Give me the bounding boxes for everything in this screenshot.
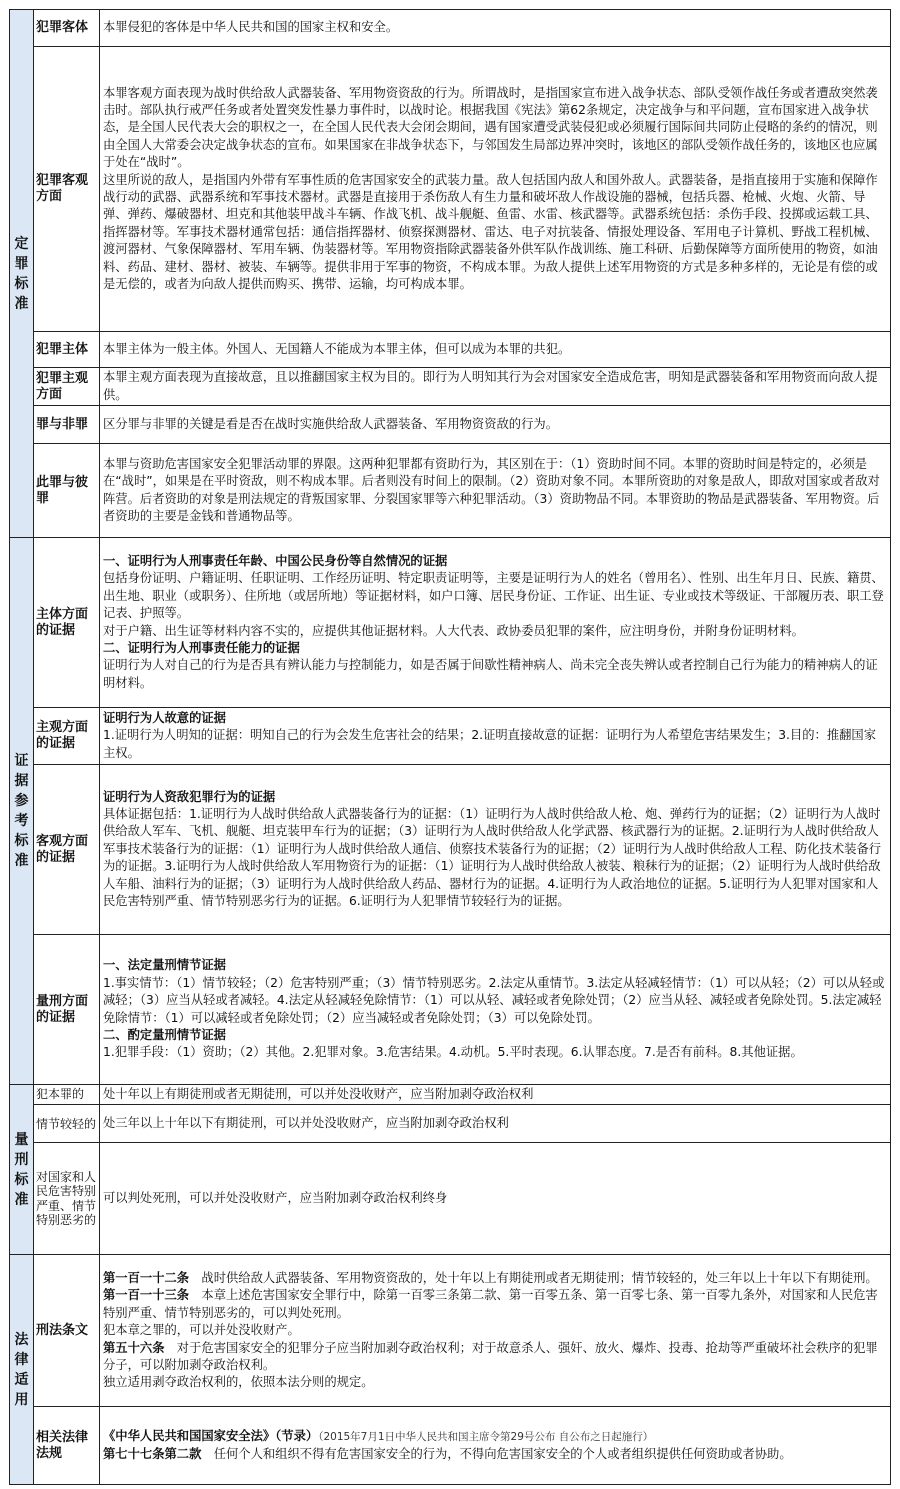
row-sentencing-evidence bbox=[10, 935, 891, 1085]
row-subjective-evidence bbox=[10, 708, 891, 765]
label-subjective-aspect: 犯罪主观方面 bbox=[34, 368, 100, 406]
legal-reference-table bbox=[9, 9, 891, 1485]
section-law-application: 法律适用 bbox=[10, 1255, 34, 1485]
row-criminal-object bbox=[10, 10, 891, 47]
label-sentencing-evidence: 量刑方面的证据 bbox=[34, 935, 100, 1085]
section-evidence-standard: 证据参考标准 bbox=[10, 538, 34, 1085]
row-related-laws bbox=[10, 1407, 891, 1485]
label-subjective-evidence: 主观方面的证据 bbox=[34, 708, 100, 765]
row-criminal-law-articles bbox=[10, 1255, 891, 1407]
label-crime-or-not: 罪与非罪 bbox=[34, 406, 100, 444]
content-sentencing-evidence: 一、法定量刑情节证据 1.事实情节：（1）情节较轻；（2）危害特别严重；（3）情节特别恶劣。2.法定从重情节。3.法定从轻减轻情节：（1）可以从轻；（2）可以从轻或减轻；（3）应当从轻或者减轻。4.法定从轻减轻免除情节：（1）可以从轻、减轻或者免除处罚；（2）应当从轻、减轻或者免除处罚。5.法定减轻免除情节：（1）可以减轻或者免除处罚；（2）应当减轻或者免除处罚；（3）可以免除处罚。 二、酌定量刑情节证据 1.犯罪手段：（1）资助；（2）其他。2.犯罪对象。3.危害结果。4.动机。5.平时表现。6.认罪态度。7.是否有前科。8.其他证据。 bbox=[100, 935, 891, 1085]
section-sentencing-standard: 量刑标准 bbox=[10, 1085, 34, 1255]
label-criminal-subject: 犯罪主体 bbox=[34, 332, 100, 368]
content-criminal-object: 本罪侵犯的客体是中华人民共和国的国家主权和安全。 bbox=[100, 10, 891, 47]
content-criminal-subject: 本罪主体为一般主体。外国人、无国籍人不能成为本罪主体，但可以成为本罪的共犯。 bbox=[100, 332, 891, 368]
law-article-heading: 第七十七条第二款 bbox=[103, 1447, 202, 1462]
label-objective-evidence: 客观方面的证据 bbox=[34, 765, 100, 935]
label-sentence-severe: 对国家和人民危害特别严重、情节特别恶劣的 bbox=[34, 1143, 100, 1255]
row-sentence-base bbox=[10, 1085, 891, 1105]
content-sentence-severe: 可以判处死刑，可以并处没收财产，应当附加剥夺政治权利终身 bbox=[100, 1143, 891, 1255]
law-note: （2015年7月1日中华人民共和国主席令第29号公布 自公布之日起施行） bbox=[318, 1431, 654, 1443]
label-this-vs-other-crime: 此罪与彼罪 bbox=[34, 444, 100, 538]
content-this-vs-other-crime: 本罪与资助危害国家安全犯罪活动罪的界限。这两种犯罪都有资助行为，其区别在于：（1）资助时间不同。本罪的资助时间是特定的，必须是在“战时”，如果是在平时资敌，则不构成本罪。后者则没有时间上的限制。（2）资助对象不同。本罪所资助的对象是敌人，即敌对国家或者敌对阵营。后者资助的对象是刑法规定的背叛国家罪、分裂国家罪等六种犯罪活动。（3）资助物品不同。本罪资助的物品是武器装备、军用物资。后者资助的主要是金钱和普通物品等。 bbox=[100, 444, 891, 538]
row-crime-or-not bbox=[10, 406, 891, 444]
label-objective-aspect: 犯罪客观方面 bbox=[34, 47, 100, 332]
label-related-laws: 相关法律法规 bbox=[34, 1407, 100, 1485]
content-sentence-base: 处十年以上有期徒刑或者无期徒刑，可以并处没收财产，应当附加剥夺政治权利 bbox=[100, 1085, 891, 1105]
label-sentence-base: 犯本罪的 bbox=[34, 1085, 100, 1105]
row-subject-evidence bbox=[10, 538, 891, 708]
content-subjective-aspect: 本罪主观方面表现为直接故意，且以推翻国家主权为目的。即行为人明知其行为会对国家安全造成危害，明知是武器装备和军用物资而向敌人提供。 bbox=[100, 368, 891, 406]
label-subject-evidence: 主体方面的证据 bbox=[34, 538, 100, 708]
row-sentence-light bbox=[10, 1105, 891, 1143]
content-subject-evidence: 一、证明行为人刑事责任年龄、中国公民身份等自然情况的证据 包括身份证明、户籍证明、任职证明、工作经历证明、特定职责证明等，主要是证明行为人的姓名（曾用名）、性别、出生年月日、民族、籍贯、出生地、职业（或职务）、住所地（或居所地）等证据材料，如户口簿、居民身份证、工作证、出生证、专业或技术等级证、干部履历表、职工登记表、护照等。 对于户籍、出生证等材料内容不实的，应提供其他证据材料。人大代表、政协委员犯罪的案件，应注明身份，并附身份证明材料。 二、证明行为人刑事责任能力的证据 证明行为人对自己的行为是否具有辨认能力与控制能力，如是否属于间歇性精神病人、尚未完全丧失辨认或者控制自己行为能力的精神病人的证明材料。 bbox=[100, 538, 891, 708]
label-criminal-law-articles: 刑法条文 bbox=[34, 1255, 100, 1407]
row-objective-evidence bbox=[10, 765, 891, 935]
content-criminal-law-articles: 第一百一十二条 战时供给敌人武器装备、军用物资资敌的，处十年以上有期徒刑或者无期徒刑；情节较轻的，处三年以上十年以下有期徒刑。 第一百一十三条 本章上述危害国家安全罪行中，除第一百零三条第二款、第一百零五条、第一百零七条、第一百零九条外，对国家和人民危害特别严重、情节特别恶劣的，可以判处死刑。 犯本章之罪的，可以并处没收财产。 第五十六条 对于危害国家安全的犯罪分子应当附加剥夺政治权利；对于故意杀人、强奸、放火、爆炸、投毒、抢劫等严重破坏社会秩序的犯罪分子，可以附加剥夺政治权利。 独立适用剥夺政治权利的，依照本法分则的规定。 bbox=[100, 1255, 891, 1407]
content-related-laws bbox=[100, 1407, 891, 1485]
content-subjective-evidence: 证明行为人故意的证据 1.证明行为人明知的证据：明知自己的行为会发生危害社会的结果；2.证明直接故意的证据：证明行为人希望危害结果发生；3.目的：推翻国家主权。 bbox=[100, 708, 891, 765]
label-criminal-object: 犯罪客体 bbox=[34, 10, 100, 47]
content-sentence-light: 处三年以上十年以下有期徒刑，可以并处没收财产，应当附加剥夺政治权利 bbox=[100, 1105, 891, 1143]
label-sentence-light: 情节较轻的 bbox=[34, 1105, 100, 1143]
row-this-vs-other-crime bbox=[10, 444, 891, 538]
row-subjective-aspect bbox=[10, 368, 891, 406]
row-criminal-subject bbox=[10, 332, 891, 368]
content-objective-evidence: 证明行为人资敌犯罪行为的证据 具体证据包括：1.证明行为人战时供给敌人武器装备行为的证据：（1）证明行为人战时供给敌人枪、炮、弹药行为的证据；（2）证明行为人战时供给敌人军车、飞机、舰艇、坦克装甲车行为的证据；（3）证明行为人战时供给敌人化学武器、核武器行为的证据。2.证明行为人战时供给敌人军事技术装备行为的证据：（1）证明行为人战时供给敌人通信、侦察技术装备行为的证据；（2）证明行为人战时供给敌人工程、防化技术装备行为的证据。3.证明行为人战时供给敌人军用物资行为的证据：（1）证明行为人战时供给敌人被装、粮秣行为的证据；（2）证明行为人战时供给敌人车船、油料行为的证据；（3）证明行为人战时供给敌人药品、器材行为的证据。4.证明行为人政治地位的证据。5.证明行为人犯罪对国家和人民危害特别严重、情节特别恶劣行为的证据。6.证明行为人犯罪情节较轻行为的证据。 bbox=[100, 765, 891, 935]
row-sentence-severe bbox=[10, 1143, 891, 1255]
law-article-text: 任何个人和组织不得有危害国家安全的行为，不得向危害国家安全的个人或者组织提供任何资助或者协助。 bbox=[201, 1447, 792, 1462]
section-conviction-standard: 定罪标准 bbox=[10, 10, 34, 538]
law-title: 《中华人民共和国国家安全法》（节录） bbox=[103, 1429, 319, 1443]
row-objective-aspect bbox=[10, 47, 891, 332]
content-objective-aspect: 本罪客观方面表现为战时供给敌人武器装备、军用物资资敌的行为。所谓战时，是指国家宣布进入战争状态、部队受领作战任务或者遭敌突然袭击时。部队执行戒严任务或者处置突发性暴力事件时，以战时论。根据我国《宪法》第62条规定，决定战争与和平问题，宣布国家进入战争状态，是全国人民代表大会的职权之一，在全国人民代表大会闭会期间，遇有国家遭受武装侵犯或必须履行国际间共同防止侵略的条约的情况，则由全国人大常委会决定战争状态的宣布。如果国家在非战争状态下，与邻国发生局部边界冲突时，该地区的部队受领作战任务的，该地区也应属于处在“战时”。 这里所说的敌人，是指国内外带有军事性质的危害国家安全的武装力量。敌人包括国内敌人和国外敌人。武器装备，是指直接用于实施和保障作战行动的武器、武器系统和军事技术器材。武器是直接用于杀伤敌人有生力量和破坏敌人作战设施的器械，包括兵器、枪械、火炮、火箭、导弹、弹药、爆破器材、坦克和其他装甲战斗车辆、作战飞机、战斗舰艇、鱼雷、水雷、核武器等。武器系统包括：杀伤手段、投掷或运载工具、指挥器材等。军事技术器材通常包括：通信指挥器材、侦察探测器材、雷达、电子对抗装备、情报处理设备、军用电子计算机、野战工程机械、渡河器材、气象保障器材、军用车辆、伪装器材等。军用物资指除武器装备外供军队作战训练、施工科研、后勤保障等方面所使用的物资，如油料、药品、建材、器材、被装、车辆等。提供非用于军事的物资，不构成本罪。为敌人提供上述军用物资的方式是多种多样的，无论是有偿的或是无偿的，或者为向敌人提供而购买、携带、运输，均可构成本罪。 bbox=[100, 47, 891, 332]
content-crime-or-not: 区分罪与非罪的关键是看是否在战时实施供给敌人武器装备、军用物资资敌的行为。 bbox=[100, 406, 891, 444]
